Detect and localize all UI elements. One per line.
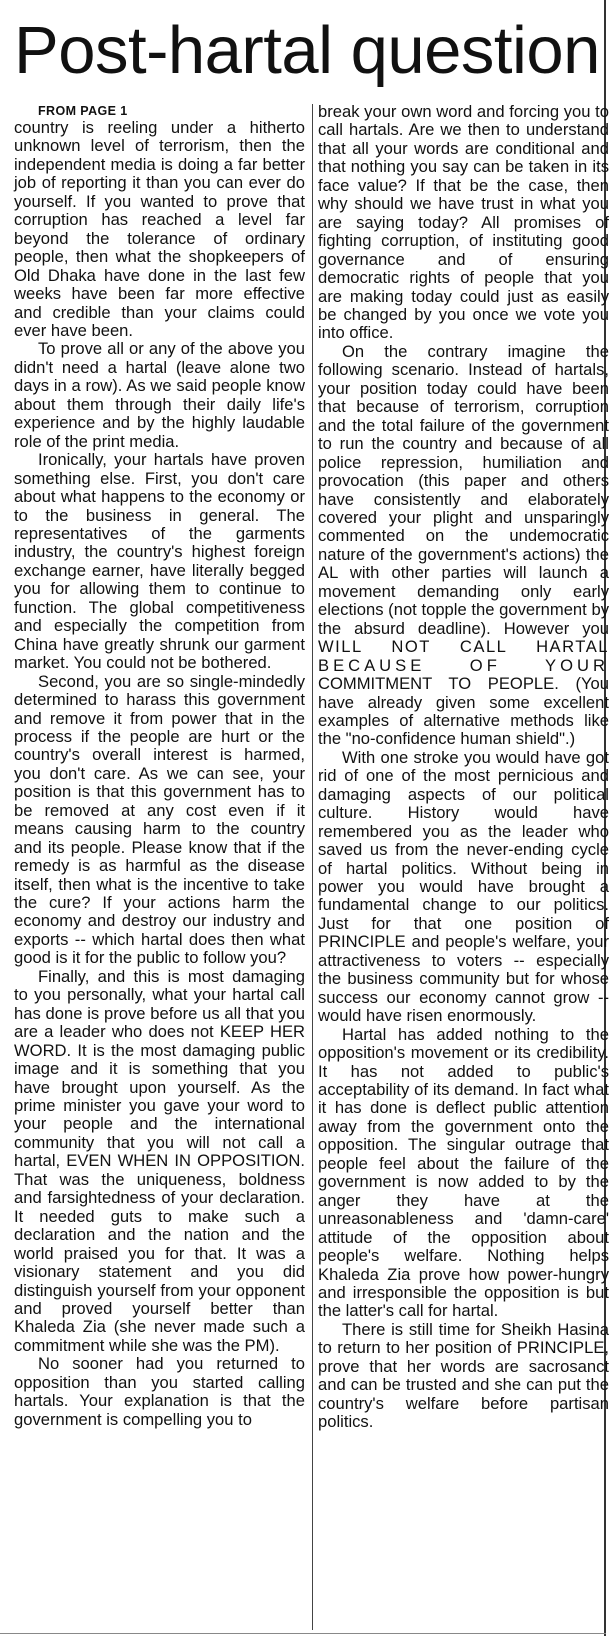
caps-statement-line-2: BECAUSE OF YOUR	[318, 655, 609, 675]
right-paragraph-2	[318, 343, 609, 749]
right-paragraph-4: Hartal has added nothing to the opposition's movement or its credibility. It has not added to public's acceptability of its demand. In fact what it has done is deflect public attention away from the government onto the opposition. The singular outrage that people feel about the failure of the government is now added to by the anger they have at the unreasonableness and 'damn-care' attitude of the opposition about people's welfare. Nothing helps Khaleda Zia prove how power-hungry and irresponsible the opposition is but the latter's call for hartal.	[318, 1024, 609, 1321]
left-paragraph-4: Second, you are so single-mindedly determined to harass this government and remove it from power that in the process if the people are hurt or the country's overall interest is harmed, you don't care. As we can see, your position is that this government has to be removed at any cost even if it means causing harm to the country and its people. Please know that if the remedy is as harmful as the disease itself, then what is the incentive to take the cure? If your actions harm the economy and destroy our industry and exports -- which hartal does then what good is it for the public to follow you?	[14, 671, 305, 968]
column-divider	[312, 104, 313, 1630]
right-paragraph-2-text: On the contrary imagine the following scenario. Instead of hartals, your position today could have been that because of terrorism, corruption and the total failure of the government to run the country and because of all police repression, humiliation and provocation (this paper and others have consistently and elaborately covered your plight and unsparingly commented on the undemocratic nature of the government's actions) the AL with other parties will launch a movement demanding only early elections (not topple the government by the absurd deadline). However you	[318, 341, 609, 638]
right-column	[318, 103, 609, 1432]
left-paragraph-1: country is reeling under a hitherto unknown level of terrorism, then the independent media is doing a far better job of reporting it than you can ever do yourself. If you wanted to prove that corruption has reached a level far beyond the tolerance of ordinary people, then what the shopkeepers of Old Dhaka have done in the last few weeks have been far more effective and credible than your claims could ever have been.	[14, 118, 305, 340]
right-paragraph-2-end: COMMITMENT TO PEOPLE. (You have already given some excellent examples of alternative methods like the "no-confidence human shield".)	[318, 674, 609, 749]
right-paragraph-1: break your own word and forcing you to call hartals. Are we then to understand that all your words are conditional and that nothing you say can be taken in its face value? If that be the case, then why should we have trust in what you are saying today? All promises of fighting corruption, of instituting good governance and of ensuring democratic rights of people that you are making today could just as easily be changed by you once we vote you into office.	[318, 102, 609, 343]
right-paragraph-5: There is still time for Sheikh Hasina to return to her position of PRINCIPLE, prove that her words are sacrosanct and can be trusted and she can put the country's welfare before partisan politics.	[318, 1319, 609, 1432]
left-paragraph-3: Ironically, your hartals have proven something else. First, you don't care about what happens to the economy or to the business in general. The representatives of the garments industry, the country's highest foreign exchange earner, have literally begged you for allowing them to continue to function. The global competitiveness and especially the competition from China have greatly shrunk our garment market. You could not be bothered.	[14, 450, 305, 673]
bottom-border-rule	[0, 1633, 606, 1634]
left-paragraph-2: To prove all or any of the above you didn't need a hartal (leave alone two days in a row). As we said people know about them through their daily life's experience and by the highly laudable role of the print media.	[14, 339, 305, 451]
caps-statement-line-1: WILL NOT CALL HARTAL	[318, 637, 609, 657]
headline: Post-hartal question	[14, 13, 600, 88]
left-paragraph-5: Finally, and this is most damaging to you personally, what your hartal call has done is prove before us all that you are a leader who does not KEEP HER WORD. It is the most damaging public image and it is something that you have brought upon yourself. As the prime minister you gave your word to your people and the international community that you will not call a hartal, EVEN WHEN IN OPPOSITION. That was the uniqueness, boldness and farsightedness of your declaration. It needed guts to make such a declaration and the nation and the world praised you for that. It was a visionary statement and you did distinguish yourself from your opponent and proved yourself better than Khaleda Zia (she never made such a commitment while she was the PM).	[14, 966, 305, 1355]
left-column	[14, 104, 305, 1429]
continuation-kicker: FROM PAGE 1	[38, 104, 128, 118]
left-paragraph-6: No sooner had you returned to opposition than you started calling hartals. Your explanation is that the government is compelling you to	[14, 1354, 305, 1429]
right-paragraph-3: With one stroke you would have got rid of one of the most pernicious and damaging aspects of our political culture. History would have remembered you as the leader who saved us from the never-ending cycle of hartal politics. Without being in power you would have brought a fundamental change to our politics. Just for that one position of PRINCIPLE and people's welfare, your attractiveness to voters -- especially the business community but for whose success our economy cannot grow -- would have risen enormously.	[318, 747, 609, 1026]
